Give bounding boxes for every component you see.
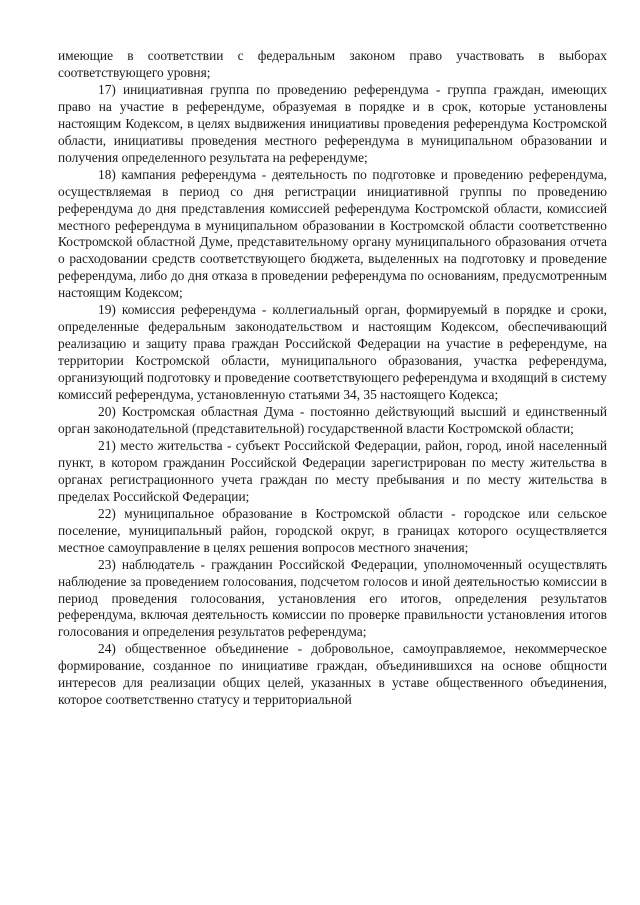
paragraph-continuation: имеющие в соответствии с федеральным законом право участвовать в выборах соответствующего уровня;	[58, 48, 607, 80]
paragraph-item-21: 21) место жительства - субъект Российской Федерации, район, город, иной населенный пункт, в котором гражданин Российской Федерации зарегистрирован по месту жительства в органах регистрационного учета граждан по месту пребывания и по месту жительства в пределах Российской Федерации;	[58, 437, 607, 504]
paragraph-item-20: 20) Костромская областная Дума - постоянно действующий высший и единственный орган законодательной (представительной) государственной власти Костромской области;	[58, 404, 607, 436]
paragraph-item-23: 23) наблюдатель - гражданин Российской Федерации, уполномоченный осуществлять наблюдение за проведением голосования, подсчетом голосов и иной деятельностью комиссии в период проведения голосования, установления его итогов, определения результатов референдума, включая деятельность комиссии по проверке правильности установления итогов голосования и определения результатов референдума;	[58, 556, 607, 640]
paragraph-item-17: 17) инициативная группа по проведению референдума - группа граждан, имеющих право на участие в референдуме, образуемая в порядке и в срок, которые установлены настоящим Кодексом, в целях выдвижения инициативы проведения референдума Костромской области, инициативы проведения местного референдума в муниципальном образовании и получения определенного результата на референдуме;	[58, 81, 607, 165]
paragraph-item-24: 24) общественное объединение - добровольное, самоуправляемое, некоммерческое формирование, созданное по инициативе граждан, объединившихся на основе общности интересов для реализации общих целей, указанных в уставе общественного объединения, которое соответственно статусу и территориальной	[58, 641, 607, 708]
paragraph-item-22: 22) муниципальное образование в Костромской области - городское или сельское поселение, муниципальный район, городской округ, в границах которого осуществляется местное самоуправление в целях решения вопросов местного значения;	[58, 505, 607, 555]
paragraph-item-18: 18) кампания референдума - деятельность по подготовке и проведению референдума, осуществляемая в период со дня регистрации инициативной группы по проведению референдума до дня представления комиссией референдума Костромской области, комиссией местного референдума в муниципальном образовании в Костромской области соответственно Костромской областной Думе, представительному органу муниципального образования отчета о расходовании средств соответствующего бюджета, выделенных на подготовку и проведение референдума, либо до дня отказа в проведении референдума по основаниям, предусмотренным настоящим Кодексом;	[58, 166, 607, 301]
paragraph-item-19: 19) комиссия референдума - коллегиальный орган, формируемый в порядке и сроки, определенные федеральным законодательством и настоящим Кодексом, обеспечивающий реализацию и защиту права граждан Российской Федерации на участие в референдуме, на территории Костромской области, муниципального образования, участка референдума, организующий подготовку и проведение соответствующего референдума и входящий в систему комиссий референдума, установленную статьями 34, 35 настоящего Кодекса;	[58, 302, 607, 403]
